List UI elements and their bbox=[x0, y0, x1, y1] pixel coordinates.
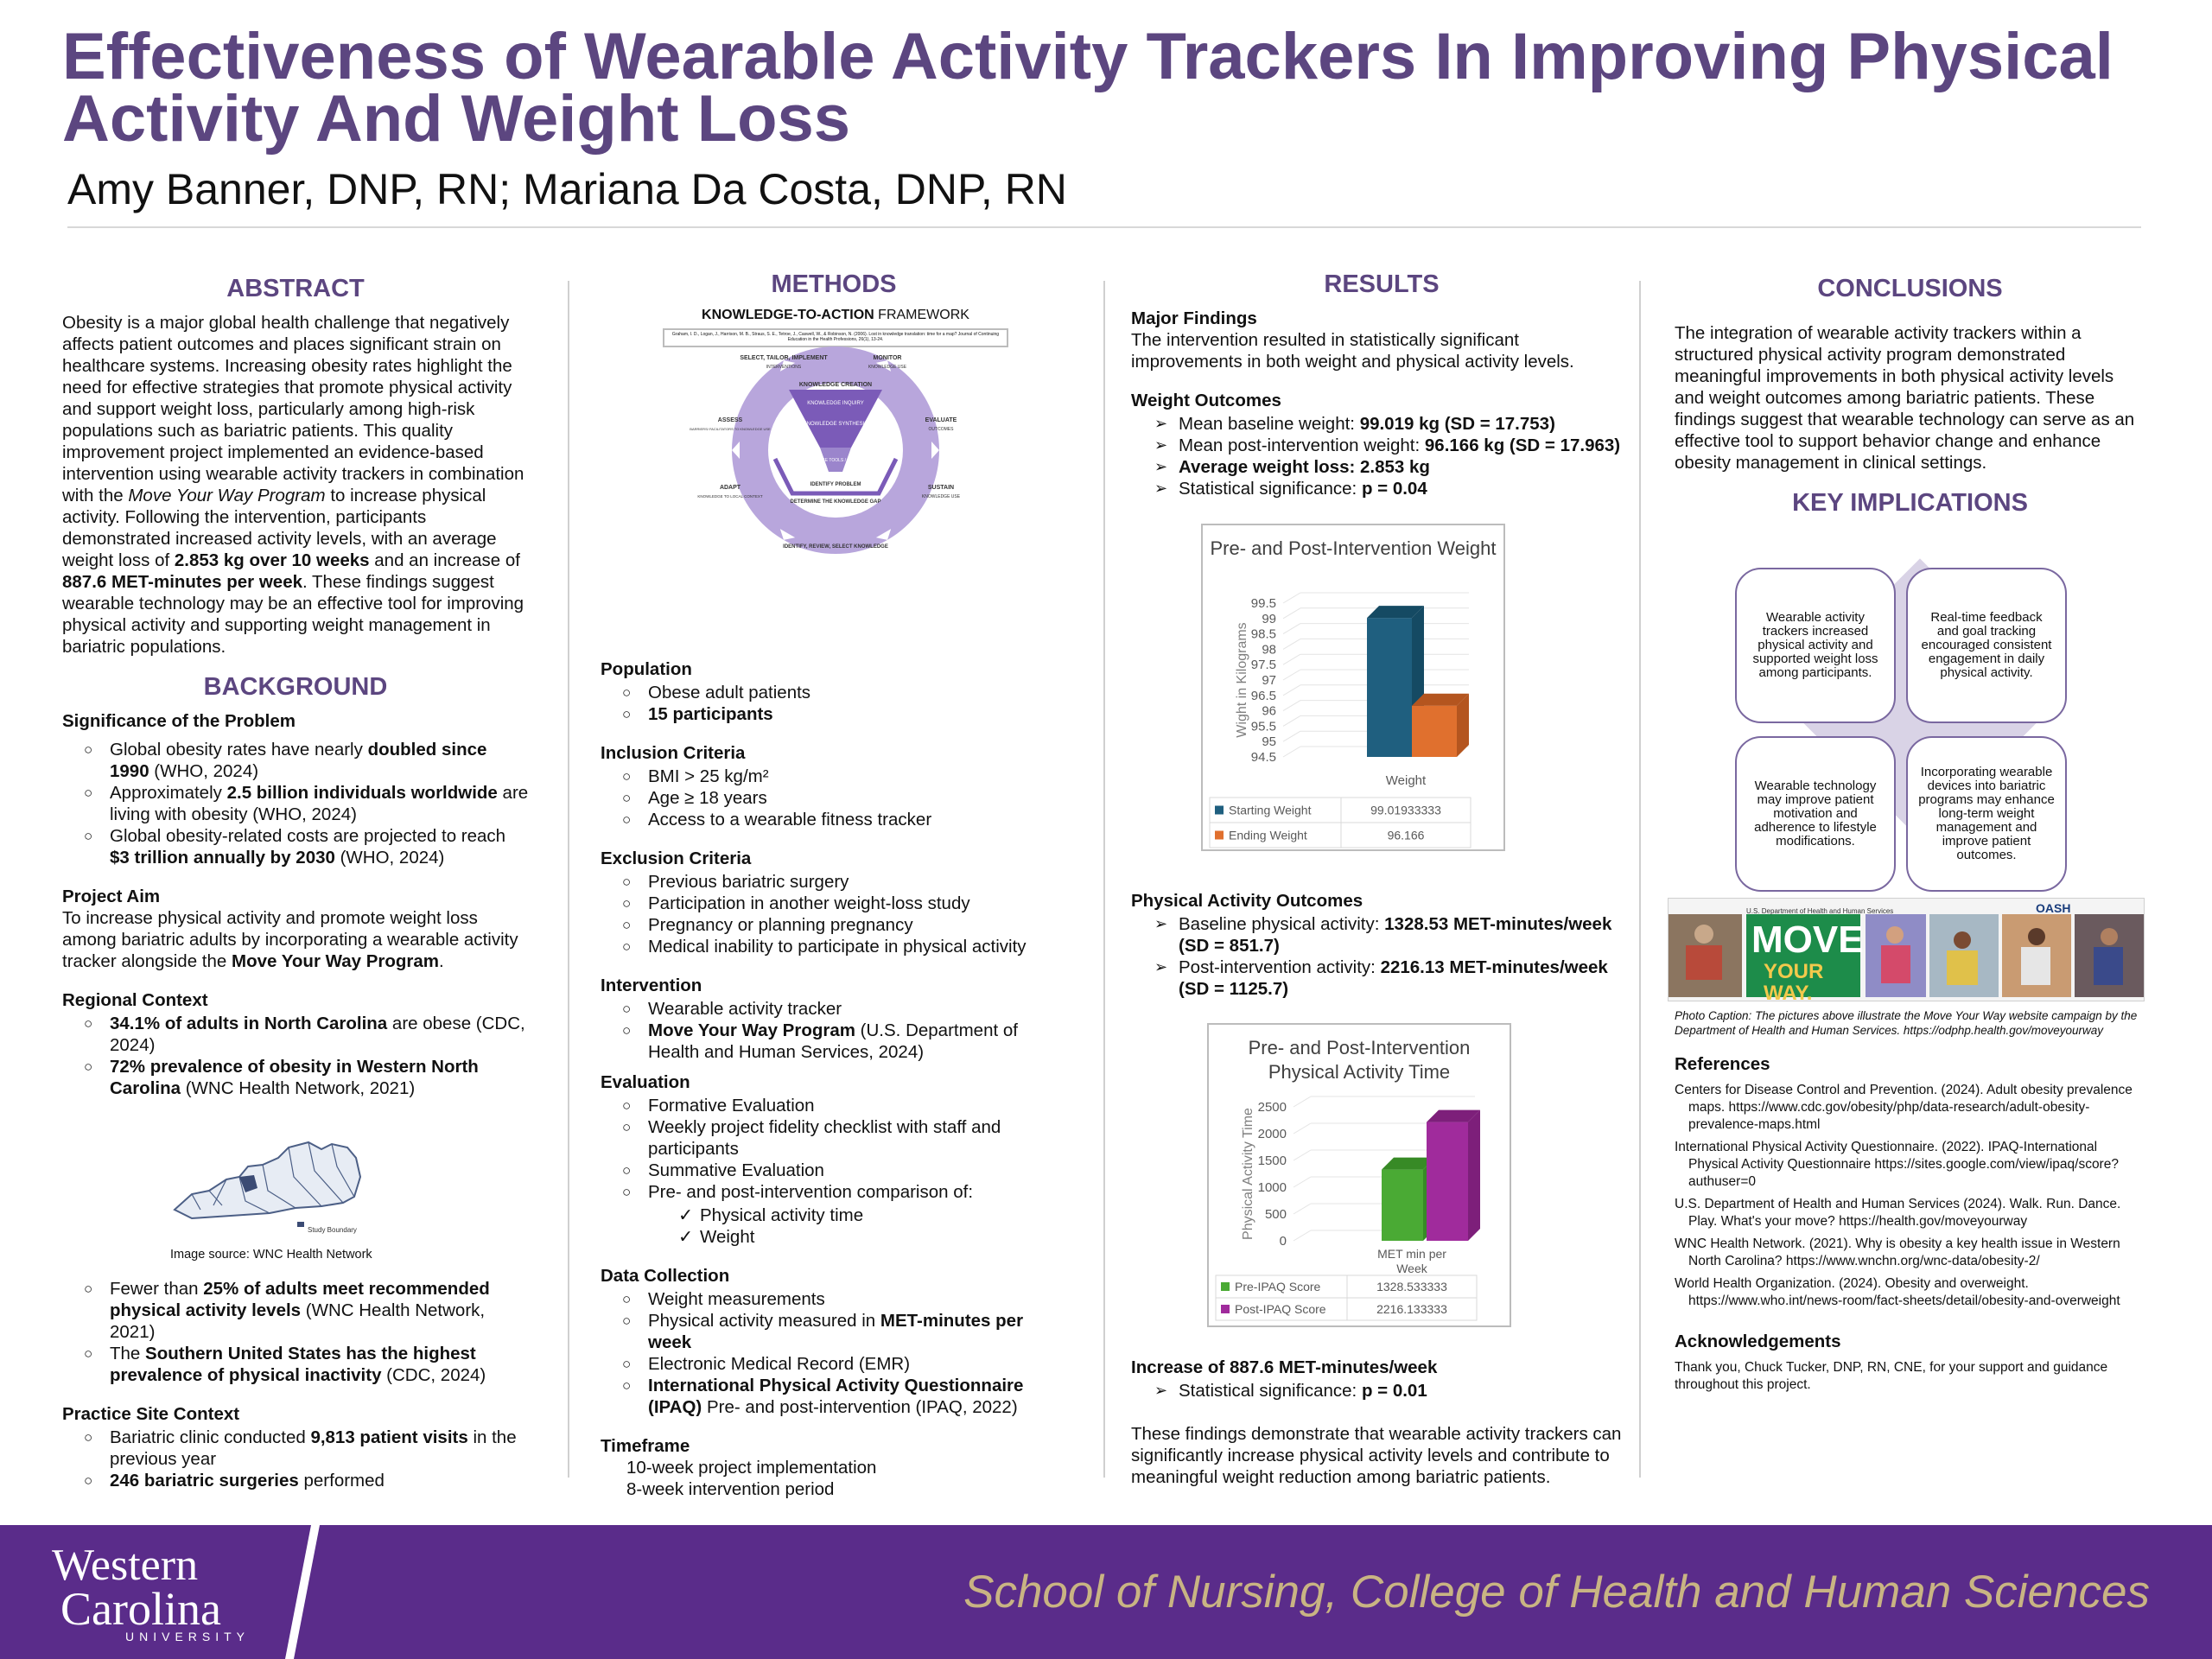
kta-step-detail: BARRIERS/ FACILITATORS TO KNOWLEDGE USE bbox=[690, 427, 771, 431]
kta-step-detail: INTERVENTIONS bbox=[766, 365, 802, 370]
gridline bbox=[1294, 1123, 1311, 1134]
y-tick-label: 500 bbox=[1264, 1207, 1287, 1222]
data-collection-heading: Data Collection bbox=[601, 1266, 730, 1286]
y-tick-label: 96.5 bbox=[1250, 688, 1276, 703]
inclusion-heading: Inclusion Criteria bbox=[601, 743, 746, 763]
list-item: ○ The Southern United States has the highest prevalence of physical inactivity (CDC, 2024) bbox=[110, 1343, 529, 1386]
kta-step-sustain: SUSTAIN bbox=[927, 485, 955, 491]
gridline bbox=[1283, 715, 1300, 726]
implication-card: Wearable activity trackers increased physical activity and supported weight loss among participants. bbox=[1735, 568, 1896, 723]
gridline bbox=[1283, 685, 1300, 696]
list-item: ○ 246 bariatric surgeries performed bbox=[110, 1470, 529, 1491]
kta-step-monitor: MONITOR bbox=[873, 355, 902, 361]
list-item: ○ Medical inability to participate in physical activity bbox=[648, 936, 1067, 957]
gridline bbox=[1283, 639, 1300, 649]
practice-list bbox=[62, 1427, 529, 1491]
abstract-program-name: Move Your Way Program bbox=[128, 486, 326, 505]
legend-label: Post-IPAQ Score bbox=[1235, 1302, 1326, 1316]
abstract-met-increase: 887.6 MET-minutes per week bbox=[62, 572, 303, 592]
gridline bbox=[1283, 654, 1300, 664]
chart-bar bbox=[1412, 706, 1457, 757]
footer-school-name: School of Nursing, College of Health and Human Sciences bbox=[963, 1567, 2150, 1618]
list-item: ➢ Post-intervention activity: 2216.13 MET-minutes/week (SD = 1125.7) bbox=[1179, 957, 1632, 1000]
results-heading: RESULTS bbox=[1324, 270, 1440, 298]
y-tick-label: 95 bbox=[1262, 734, 1276, 750]
chart-bar bbox=[1382, 1170, 1423, 1241]
legend-swatch bbox=[1221, 1305, 1230, 1313]
list-item: ○ Approximately 2.5 billion individuals worldwide are living with obesity (WHO, 2024) bbox=[110, 782, 529, 825]
list-item: ○ Formative Evaluation bbox=[648, 1095, 1067, 1116]
kta-step-detail: KNOWLEDGE USE bbox=[868, 365, 907, 370]
list-item: ○ Pregnancy or planning pregnancy bbox=[648, 914, 1067, 936]
footer-slash-icon bbox=[285, 1525, 320, 1659]
conclusions-text: The integration of wearable activity trackers within a structured physical activity program demonstrated meaningful improvements in both physical activity levels and weight outcomes among bariatric patients. These findings suggest that wearable technology can serve as an effective tool to support behavior change and enhance obesity management in clinical settings. bbox=[1675, 323, 2135, 473]
map-legend: Study Boundary bbox=[308, 1226, 357, 1234]
legend-label: Starting Weight bbox=[1229, 803, 1312, 817]
y-tick-label: 94.5 bbox=[1250, 750, 1276, 765]
y-tick-label: 98 bbox=[1262, 642, 1276, 658]
regional-list bbox=[62, 1013, 529, 1099]
results-closing-text: These findings demonstrate that wearable activity trackers can significantly increase physical activity levels and contribute to meaningful weight reduction among bariatric patients. bbox=[1131, 1424, 1622, 1487]
kta-step-detail: KNOWLEDGE USE bbox=[921, 494, 961, 499]
list-item: ○ 34.1% of adults in North Carolina are obese (CDC, 2024) bbox=[110, 1013, 529, 1056]
column-results bbox=[1131, 264, 1632, 1488]
framework-title: KNOWLEDGE-TO-ACTION FRAMEWORK bbox=[702, 308, 969, 322]
gridline bbox=[1294, 1096, 1311, 1107]
list-item: ○ Move Your Way Program (U.S. Department of Health and Human Services, 2024) bbox=[648, 1020, 1067, 1063]
list-item: ✓ Physical activity time bbox=[700, 1205, 1067, 1226]
banner-photo bbox=[2075, 914, 2144, 997]
list-item: ○ Global obesity rates have nearly doubled since 1990 (WHO, 2024) bbox=[110, 739, 529, 782]
list-item: ○ 15 participants bbox=[648, 703, 1067, 725]
wnc-map bbox=[62, 1123, 529, 1244]
evaluation-heading: Evaluation bbox=[601, 1072, 690, 1092]
timeframe-heading: Timeframe bbox=[601, 1436, 690, 1456]
gridline bbox=[1283, 701, 1300, 711]
aim-text: To increase physical activity and promote weight loss among bariatric adults by incorporating a wearable activity tracker alongside the Move Your Way Program. bbox=[62, 908, 518, 971]
evaluation-list bbox=[601, 1095, 1067, 1203]
y-tick-label: 1000 bbox=[1257, 1180, 1287, 1195]
banner-photo bbox=[2002, 914, 2071, 997]
timeframe-line: 10-week project implementation bbox=[626, 1458, 877, 1478]
column-methods bbox=[601, 264, 1067, 1500]
background-heading: BACKGROUND bbox=[203, 673, 388, 701]
abstract-text bbox=[62, 312, 529, 658]
kta-step-select: SELECT, TAILOR, IMPLEMENT bbox=[740, 355, 828, 361]
chart-title: Physical Activity Time bbox=[1268, 1061, 1451, 1083]
reference-item: WNC Health Network. (2021). Why is obesity a key health issue in Western North Carolina? https://www.wnchn.org/wnc-data/obesity-2/ bbox=[1675, 1236, 2120, 1268]
comparison-list bbox=[601, 1205, 1067, 1248]
kta-inquiry: KNOWLEDGE INQUIRY bbox=[807, 401, 864, 406]
x-category-label: Weight bbox=[1385, 773, 1427, 788]
data-label: 2216.133333 bbox=[1376, 1302, 1447, 1316]
gridline bbox=[1294, 1177, 1311, 1187]
list-item: ○ Electronic Medical Record (EMR) bbox=[648, 1353, 1067, 1375]
timeframe-text bbox=[601, 1457, 1067, 1500]
footer-band bbox=[0, 1525, 2212, 1659]
reference-item: U.S. Department of Health and Human Services (2024). Walk. Run. Dance. Play. What's your move? https://health.gov/moveyourway bbox=[1675, 1197, 2121, 1229]
kta-step-adapt: ADAPT bbox=[719, 485, 741, 491]
significance-list bbox=[62, 739, 529, 868]
increase-heading: Increase of 887.6 MET-minutes/week bbox=[1131, 1357, 1438, 1377]
intervention-list bbox=[601, 998, 1067, 1063]
reference-item: Centers for Disease Control and Prevention. (2024). Adult obesity prevalence maps. https://www.cdc.gov/obesity/php/data-research/adult-obesity-prevalence-maps.html bbox=[1675, 1083, 2133, 1132]
weight-chart bbox=[1201, 524, 1505, 851]
authors: Amy Banner, DNP, RN; Mariana Da Costa, DNP, RN bbox=[67, 165, 1067, 213]
data-label: 96.166 bbox=[1387, 828, 1425, 842]
logo-your-way: YOUR WAY. bbox=[1764, 960, 1824, 1005]
gridline bbox=[1283, 593, 1300, 603]
gridline bbox=[1283, 731, 1300, 741]
kta-step-evaluate: EVALUATE bbox=[925, 417, 957, 423]
implications-heading: KEY IMPLICATIONS bbox=[1792, 489, 2028, 517]
column-conclusions bbox=[1675, 268, 2145, 1394]
kta-review: IDENTIFY, REVIEW, SELECT KNOWLEDGE bbox=[783, 544, 888, 550]
list-item: ✓ Weight bbox=[700, 1226, 1067, 1248]
implication-card: Real-time feedback and goal tracking encouraged consistent engagement in daily physical activity. bbox=[1906, 568, 2067, 723]
y-tick-label: 2000 bbox=[1257, 1127, 1287, 1141]
data-label: 99.01933333 bbox=[1370, 803, 1441, 817]
x-category-label: Week bbox=[1396, 1262, 1427, 1275]
column-divider bbox=[568, 281, 569, 1478]
acknowledgements-heading: Acknowledgements bbox=[1675, 1332, 1841, 1351]
y-axis-label: Physical Activity Time bbox=[1241, 1108, 1255, 1240]
exclusion-list bbox=[601, 871, 1067, 957]
y-tick-label: 99.5 bbox=[1250, 596, 1276, 611]
aim-heading: Project Aim bbox=[62, 887, 161, 906]
wcu-logo-western: Western bbox=[52, 1541, 199, 1590]
legend-label: Ending Weight bbox=[1229, 828, 1307, 842]
banner-photo bbox=[1669, 914, 1742, 997]
list-item: ○ Physical activity measured in MET-minutes per week bbox=[648, 1310, 1067, 1353]
abstract-part: to increase physical activity. Following the intervention, participants demonstrated increased activity levels, with an average weight loss of bbox=[62, 486, 497, 570]
chart-bar bbox=[1427, 1122, 1468, 1241]
banner-photo bbox=[1866, 914, 1926, 997]
legend-label: Pre-IPAQ Score bbox=[1235, 1280, 1321, 1294]
abstract-part: and an increase of bbox=[369, 550, 520, 570]
gridline bbox=[1294, 1230, 1311, 1241]
wcu-logo-university: UNIVERSITY bbox=[125, 1630, 251, 1643]
list-item: ○ Summative Evaluation bbox=[648, 1160, 1067, 1181]
weight-chart-svg bbox=[1203, 525, 1503, 849]
y-tick-label: 0 bbox=[1279, 1234, 1287, 1249]
y-tick-label: 99 bbox=[1262, 611, 1276, 626]
references-list bbox=[1675, 1082, 2145, 1310]
gridline bbox=[1294, 1204, 1311, 1214]
photo-caption: Photo Caption: The pictures above illustrate the Move Your Way website campaign by the Department of Health and Human Services. https://odphp.health.gov/moveyourway bbox=[1675, 1009, 2138, 1037]
kta-framework bbox=[663, 308, 1008, 567]
y-tick-label: 98.5 bbox=[1250, 626, 1276, 642]
list-item: ○ Pre- and post-intervention comparison of: bbox=[648, 1181, 1067, 1203]
kta-step-assess: ASSESS bbox=[717, 417, 743, 423]
pa-outcomes-heading: Physical Activity Outcomes bbox=[1131, 891, 1363, 911]
increase-list bbox=[1131, 1380, 1632, 1402]
acknowledgements-text: Thank you, Chuck Tucker, DNP, RN, CNE, for your support and guidance throughout this project. bbox=[1675, 1360, 2108, 1392]
list-item: ○ Fewer than 25% of adults meet recommended physical activity levels (WNC Health Network, 2021) bbox=[110, 1278, 529, 1343]
move-your-way-logo bbox=[1746, 914, 1864, 1005]
list-item: ➢ Mean baseline weight: 99.019 kg (SD = 17.753) bbox=[1179, 413, 1632, 435]
significance-heading: Significance of the Problem bbox=[62, 711, 296, 731]
banner-photo bbox=[1929, 914, 1999, 997]
list-item: ○ International Physical Activity Questionnaire (IPAQ) Pre- and post-intervention (IPAQ, 2022) bbox=[648, 1375, 1067, 1418]
kta-tools: KNOWLEDGE TOOLS / PRODUCTS bbox=[799, 458, 872, 463]
chart-bar-side bbox=[1468, 1110, 1480, 1241]
chart-title: Pre- and Post-Intervention bbox=[1248, 1037, 1471, 1058]
legend-swatch bbox=[1215, 806, 1224, 815]
gridline bbox=[1283, 608, 1300, 619]
gridline bbox=[1283, 670, 1300, 680]
gridline bbox=[1283, 624, 1300, 634]
title-divider bbox=[67, 226, 2141, 228]
kta-center-label: KNOWLEDGE CREATION bbox=[798, 382, 873, 388]
list-item: ○ 72% prevalence of obesity in Western North Carolina (WNC Health Network, 2021) bbox=[110, 1056, 529, 1099]
map-caption: Image source: WNC Health Network bbox=[170, 1248, 372, 1262]
inclusion-list bbox=[601, 766, 1067, 830]
x-category-label: MET min per bbox=[1377, 1247, 1446, 1261]
exclusion-heading: Exclusion Criteria bbox=[601, 849, 752, 868]
kta-cycle-diagram bbox=[663, 342, 1008, 567]
list-item: ○ Participation in another weight-loss study bbox=[648, 893, 1067, 914]
abstract-part: . These findings suggest wearable technology may be an effective tool for improving physical activity and supporting weight management in bariatric populations. bbox=[62, 572, 524, 657]
kta-determine: DETERMINE THE KNOWLEDGE GAP bbox=[790, 499, 881, 505]
list-item: ➢ Average weight loss: 2.853 kg bbox=[1179, 456, 1632, 478]
timeframe-line: 8-week intervention period bbox=[626, 1479, 835, 1499]
major-findings-heading: Major Findings bbox=[1131, 308, 1257, 328]
intervention-heading: Intervention bbox=[601, 976, 702, 995]
move-your-way-banner bbox=[1668, 898, 2145, 1005]
pa-outcomes-list bbox=[1131, 913, 1632, 1000]
list-item: ➢ Statistical significance: p = 0.04 bbox=[1179, 478, 1632, 499]
y-tick-label: 2500 bbox=[1257, 1100, 1287, 1115]
column-divider bbox=[1639, 281, 1641, 1478]
list-item: ○ Obese adult patients bbox=[648, 682, 1067, 703]
gridline bbox=[1283, 747, 1300, 757]
list-item: ○ Bariatric clinic conducted 9,813 patient visits in the previous year bbox=[110, 1427, 529, 1470]
implication-card: Incorporating wearable devices into bariatric programs may enhance long-term weight management and improve patient outcomes. bbox=[1906, 736, 2067, 892]
list-item: ○ BMI > 25 kg/m² bbox=[648, 766, 1067, 787]
list-item: ○ Weekly project fidelity checklist with staff and participants bbox=[648, 1116, 1067, 1160]
population-list bbox=[601, 682, 1067, 725]
list-item: ○ Access to a wearable fitness tracker bbox=[648, 809, 1067, 830]
list-item: ○ Previous bariatric surgery bbox=[648, 871, 1067, 893]
gridline bbox=[1294, 1150, 1311, 1160]
logo-move: MOVE bbox=[1751, 918, 1864, 961]
kta-synthesis: KNOWLEDGE SYNTHESIS bbox=[803, 422, 868, 427]
legend-swatch bbox=[1215, 831, 1224, 840]
activity-chart bbox=[1207, 1023, 1511, 1327]
references-heading: References bbox=[1675, 1054, 1770, 1074]
y-tick-label: 97.5 bbox=[1250, 658, 1276, 673]
y-axis-label: Wight in Kilograms bbox=[1235, 622, 1249, 738]
activity-list bbox=[62, 1278, 529, 1386]
activity-chart-svg bbox=[1209, 1025, 1510, 1325]
framework-citation: Graham, I. D., Logan, J., Harrison, M. B., Straus, S. E., Tetroe, J., Caswell, W., & Robinson, N. (2006). Lost in knowledge translation: time for a map? Journal of Continuing Education in the Health Professions, 26(1), 13-24. bbox=[663, 328, 1008, 347]
regional-heading: Regional Context bbox=[62, 990, 208, 1010]
list-item: ➢ Statistical significance: p = 0.01 bbox=[1179, 1380, 1632, 1402]
implication-card: Wearable technology may improve patient motivation and adherence to lifestyle modifications. bbox=[1735, 736, 1896, 892]
population-heading: Population bbox=[601, 659, 692, 679]
list-item: ➢ Baseline physical activity: 1328.53 MET-minutes/week (SD = 851.7) bbox=[1179, 913, 1632, 957]
kta-step-detail: KNOWLEDGE TO LOCAL CONTEXT bbox=[697, 494, 763, 499]
abstract-weight-loss: 2.853 kg over 10 weeks bbox=[174, 550, 370, 570]
y-tick-label: 96 bbox=[1262, 703, 1276, 719]
methods-heading: METHODS bbox=[771, 270, 897, 298]
banner-hhs-label: U.S. Department of Health and Human Services bbox=[1746, 907, 1894, 915]
chart-bar bbox=[1367, 618, 1412, 757]
list-item: ○ Global obesity-related costs are projected to reach $3 trillion annually by 2030 (WHO, 2024) bbox=[110, 825, 529, 868]
weight-outcomes-heading: Weight Outcomes bbox=[1131, 391, 1281, 410]
conclusions-heading: CONCLUSIONS bbox=[1817, 275, 2003, 302]
column-abstract-background bbox=[62, 268, 529, 1491]
reference-item: World Health Organization. (2024). Obesity and overweight. https://www.who.int/news-room/fact-sheets/detail/obesity-and-overweight bbox=[1675, 1276, 2120, 1308]
y-tick-label: 95.5 bbox=[1250, 719, 1276, 734]
wcu-logo-carolina: Carolina bbox=[60, 1583, 221, 1635]
kta-step-detail: OUTCOMES bbox=[928, 427, 954, 432]
practice-heading: Practice Site Context bbox=[62, 1404, 240, 1424]
data-label: 1328.533333 bbox=[1376, 1280, 1447, 1294]
data-collection-list bbox=[601, 1288, 1067, 1418]
list-item: ➢ Mean post-intervention weight: 96.166 kg (SD = 17.963) bbox=[1179, 435, 1632, 456]
weight-outcomes-list bbox=[1131, 413, 1632, 499]
chart-title: Pre- and Post-Intervention Weight bbox=[1210, 537, 1497, 559]
y-tick-label: 1500 bbox=[1257, 1154, 1287, 1168]
major-findings-text: The intervention resulted in statistically significant improvements in both weight and physical activity levels. bbox=[1131, 330, 1574, 372]
kta-identify: IDENTIFY PROBLEM bbox=[810, 482, 861, 487]
legend-swatch bbox=[1221, 1282, 1230, 1291]
abstract-part: Obesity is a major global health challenge that negatively affects patient outcomes and places significant strain on healthcare systems. Increasing obesity rates highlight the need for effective strategies that promote physical activity and support weight loss, particularly among high-risk populations such as bariatric patients. This quality improvement project implemented an evidence-based intervention using wearable activity trackers in combination with the bbox=[62, 313, 524, 505]
list-item: ○ Wearable activity tracker bbox=[648, 998, 1067, 1020]
y-tick-label: 97 bbox=[1262, 673, 1276, 688]
abstract-heading: ABSTRACT bbox=[226, 275, 365, 302]
poster-title: Effectiveness of Wearable Activity Trackers In Improving Physical Activity And Weight Loss bbox=[62, 20, 2113, 156]
banner-oash-label: OASH bbox=[2036, 901, 2071, 915]
reference-item: International Physical Activity Questionnaire. (2022). IPAQ-International Physical Activity Questionnaire https://sites.google.com/view/ipaq/score?authuser=0 bbox=[1675, 1140, 2119, 1189]
implications-diagram bbox=[1675, 526, 2145, 924]
column-divider bbox=[1103, 281, 1105, 1478]
list-item: ○ Age ≥ 18 years bbox=[648, 787, 1067, 809]
list-item: ○ Weight measurements bbox=[648, 1288, 1067, 1310]
